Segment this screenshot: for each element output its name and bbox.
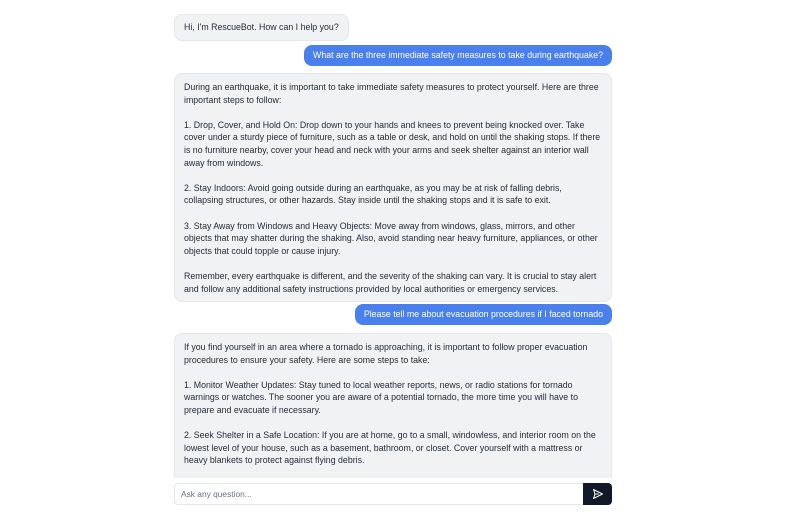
bot-message (174, 333, 612, 478)
message-paragraph: Remember, every earthquake is different, and the severity of the shaking can vary. It is crucial to stay alert and follow any additional safety instructions provided by local authorities or emergency services. (184, 270, 597, 294)
question-input[interactable] (174, 483, 583, 505)
message-paragraph: 1. Drop, Cover, and Hold On: Drop down to your hands and knees to prevent being knocked over. Take cover under a sturdy piece of furniture, such as a table or desk, and hold on until the shaking stops. If there is no furniture nearby, cover your head and neck with your arms and seek shelter against an interior wall away from windows. (184, 119, 601, 168)
user-message (355, 304, 612, 325)
message-text: Hi, I'm RescueBot. How can I help you? (184, 22, 339, 32)
message-paragraph: 3. Stay Away from Windows and Heavy Objects: Move away from windows, glass, mirrors, and other objects that may shatter during the shaking. Also, avoid standing near heavy furniture, appliances, or other objects that could topple or cause injury. (184, 220, 598, 256)
message-text: What are the three immediate safety measures to take during earthquake? (313, 50, 603, 60)
user-message (304, 45, 612, 66)
message-paragraph: During an earthquake, it is important to take immediate safety measures to protect yourself. Here are three important steps to follow: (184, 82, 599, 105)
send-icon (592, 488, 604, 500)
message-paragraph: 2. Seek Shelter in a Safe Location: If you are at home, go to a small, windowless, and interior room on the lowest level of your house, such as a basement, bathroom, or closet. Cover yourself with a mattress or heavy blankets to protect against flying debris. (184, 430, 596, 466)
message-paragraph: 1. Monitor Weather Updates: Stay tuned to local weather reports, news, or radio stations for tornado warnings or watches. The sooner you are aware of a potential tornado, the more time you will have to prepare and evacuate if necessary. (184, 379, 578, 415)
message-paragraph: 2. Stay Indoors: Avoid going outside during an earthquake, as you may be at risk of falling debris, collapsing structures, or other hazards. Stay inside until the shaking stops and it is safe to exit. (184, 182, 562, 206)
message-text: Please tell me about evacuation procedures if I faced tornado (363, 309, 603, 319)
composer (174, 483, 612, 505)
send-button[interactable] (583, 483, 612, 505)
bot-message (174, 73, 612, 302)
bot-message (174, 14, 349, 41)
chat-history[interactable] (174, 0, 612, 478)
message-paragraph: If you find yourself in an area where a tornado is approaching, it is important to follow proper evacuation procedures to ensure your safety. Here are some steps to take: (184, 342, 588, 365)
